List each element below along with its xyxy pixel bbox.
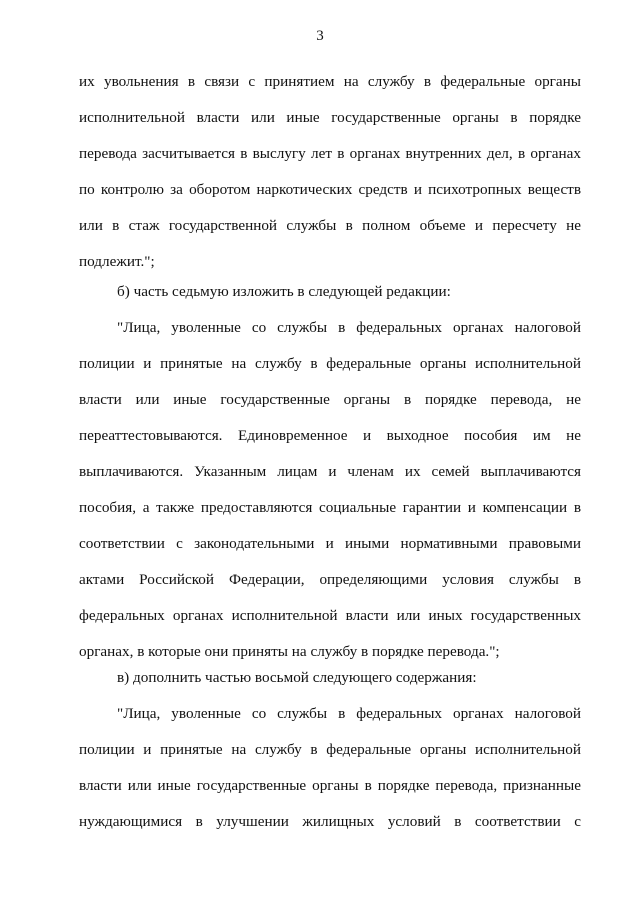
page-number: 3 — [316, 28, 324, 44]
text-line: полиции и принятые на службу в федеральные органы исполнительной — [79, 355, 581, 372]
text-line: перевода засчитывается в выслугу лет в органах внутренних дел, в органах — [79, 145, 581, 162]
text-line: федеральных органах исполнительной власти или иных государственных — [79, 607, 581, 624]
text-line: актами Российской Федерации, определяющими условия службы в — [79, 571, 581, 588]
text-line: полиции и принятые на службу в федеральные органы исполнительной — [79, 741, 581, 758]
text-line: власти или иные государственные органы в порядке перевода, признанные — [79, 777, 581, 794]
paragraph-part-eight-text — [79, 704, 581, 848]
text-line: подлежит."; — [79, 253, 155, 270]
text-line: б) часть седьмую изложить в следующей редакции: — [117, 283, 451, 300]
text-line: "Лица, уволенные со службы в федеральных органах налоговой — [117, 705, 581, 722]
text-line: их увольнения в связи с принятием на службу в федеральные органы — [79, 73, 581, 90]
paragraph-part-seven-text — [79, 318, 581, 678]
text-line: выплачиваются. Указанным лицам и членам их семей выплачиваются — [79, 463, 581, 480]
text-line: или в стаж государственной службы в полном объеме и пересчету не — [79, 217, 581, 234]
text-line: переаттестовываются. Единовременное и выходное пособия им не — [79, 427, 581, 444]
text-line: нуждающимися в улучшении жилищных условий в соответствии с — [79, 813, 581, 830]
text-line: "Лица, уволенные со службы в федеральных органах налоговой — [117, 319, 581, 336]
text-line: исполнительной власти или иные государственные органы в порядке — [79, 109, 581, 126]
text-line: по контролю за оборотом наркотических средств и психотропных веществ — [79, 181, 581, 198]
paragraph-item-b — [79, 282, 581, 318]
text-line: органах, в которые они приняты на службу в порядке перевода."; — [79, 643, 500, 660]
paragraph-item-v — [79, 668, 581, 704]
paragraph-continuation — [79, 72, 581, 288]
text-line: власти или иные государственные органы в порядке перевода, не — [79, 391, 581, 408]
text-line: в) дополнить частью восьмой следующего содержания: — [117, 669, 477, 686]
text-line: соответствии с законодательными и иными нормативными правовыми — [79, 535, 581, 552]
text-line: пособия, а также предоставляются социальные гарантии и компенсации в — [79, 499, 581, 516]
